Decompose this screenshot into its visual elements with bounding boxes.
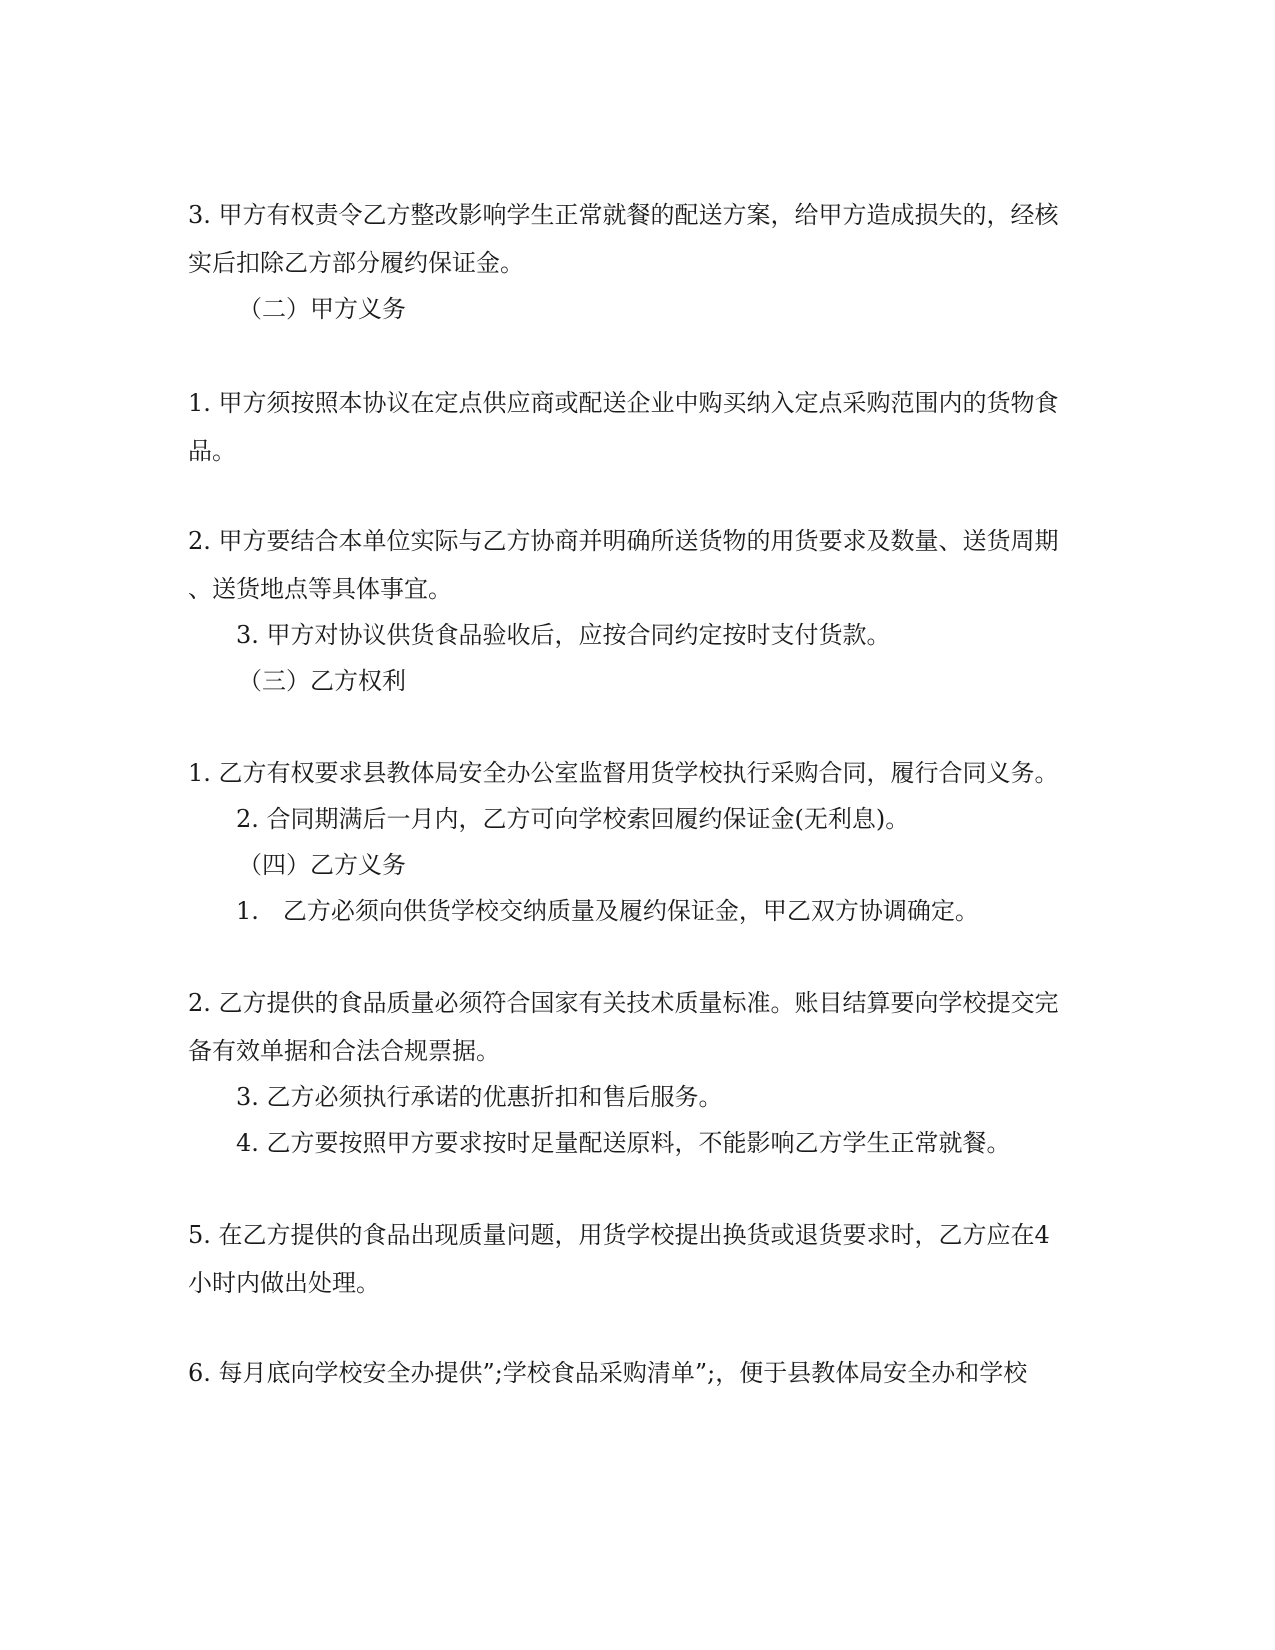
clause-d6-line1: 6. 每月底向学校安全办提供”;学校食品采购清单”;，便于县教体局安全办和学校 bbox=[188, 1359, 1028, 1387]
clause-b2-line1: 2. 甲方要结合本单位实际与乙方协商并明确所送货物的用货要求及数量、送货周期 bbox=[188, 527, 1059, 555]
clause-b3: 3. 甲方对协议供货食品验收后，应按合同约定按时支付货款。 bbox=[236, 621, 891, 649]
clause-d2-line1: 2. 乙方提供的食品质量必须符合国家有关技术质量标准。账目结算要向学校提交完 bbox=[188, 989, 1059, 1017]
clause-a3-line1: 3. 甲方有权责令乙方整改影响学生正常就餐的配送方案，给甲方造成损失的，经核 bbox=[188, 201, 1059, 229]
section-heading-party-a-obligations: （二）甲方义务 bbox=[238, 295, 406, 323]
section-heading-party-b-rights: （三）乙方权利 bbox=[238, 667, 406, 695]
clause-c2: 2. 合同期满后一月内，乙方可向学校索回履约保证金(无利息)。 bbox=[236, 805, 910, 833]
clause-b2-line2: 、送货地点等具体事宜。 bbox=[188, 575, 452, 603]
clause-b1-line1: 1. 甲方须按照本协议在定点供应商或配送企业中购买纳入定点采购范围内的货物食 bbox=[188, 389, 1059, 417]
clause-a3-line2: 实后扣除乙方部分履约保证金。 bbox=[188, 249, 524, 277]
section-heading-party-b-obligations: （四）乙方义务 bbox=[238, 851, 406, 879]
clause-d3: 3. 乙方必须执行承诺的优惠折扣和售后服务。 bbox=[236, 1083, 723, 1111]
clause-d5-line2: 小时内做出处理。 bbox=[188, 1269, 380, 1297]
clause-b1-line2: 品。 bbox=[188, 437, 236, 465]
clause-d1: 1. 乙方必须向供货学校交纳质量及履约保证金，甲乙双方协调确定。 bbox=[236, 897, 979, 925]
clause-c1: 1. 乙方有权要求县教体局安全办公室监督用货学校执行采购合同，履行合同义务。 bbox=[188, 759, 1059, 787]
clause-d5-line1: 5. 在乙方提供的食品出现质量问题，用货学校提出换货或退货要求时，乙方应在4 bbox=[188, 1221, 1050, 1249]
clause-d4: 4. 乙方要按照甲方要求按时足量配送原料，不能影响乙方学生正常就餐。 bbox=[236, 1129, 1011, 1157]
clause-d2-line2: 备有效单据和合法合规票据。 bbox=[188, 1037, 500, 1065]
